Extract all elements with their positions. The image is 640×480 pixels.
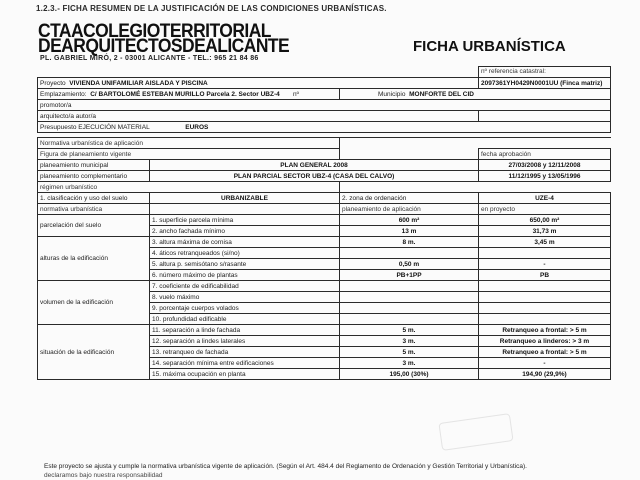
row-plan-value (340, 303, 479, 314)
regimen-label: régimen urbanístico (38, 182, 340, 193)
row-project-value: Retranqueo a linderos: > 3 m (479, 336, 611, 347)
row-project-value: Retranqueo a frontal: > 5 m (479, 325, 611, 336)
municipio-value: MONFORTE DEL CID (409, 90, 474, 98)
municipio-cell (340, 89, 611, 100)
col-proyecto: en proyecto (479, 204, 611, 215)
zona-label: 2. zona de ordenación (340, 193, 479, 204)
row-plan-value: 195,00 (30%) (340, 369, 479, 380)
row-project-value (479, 303, 611, 314)
college-logo-line2: DEARQUITECTOSDEALICANTE (38, 36, 290, 57)
row-project-value: 650,00 m² (479, 215, 611, 226)
row-project-value (479, 292, 611, 303)
municipal-label: planeamiento municipal (38, 160, 150, 171)
numero-label: nº (293, 90, 299, 98)
row-project-value: PB (479, 270, 611, 281)
row-label: 5. altura p. semisótano s/rasante (150, 259, 340, 270)
zona-value: UZE-4 (479, 193, 611, 204)
row-label: 8. vuelo máximo (150, 292, 340, 303)
row-plan-value: 3 m. (340, 358, 479, 369)
presupuesto-label: Presupuesto EJECUCIÓN MATERIAL (40, 123, 150, 131)
row-plan-value (340, 248, 479, 259)
catastral-label: nº referencia catastral: (479, 67, 611, 78)
proyecto-value: VIVIENDA UNIFAMILIAR AISLADA Y PISCINA (69, 79, 208, 87)
arquitecto-label: arquitecto/a autor/a (38, 111, 479, 122)
row-plan-value: 0,50 m (340, 259, 479, 270)
proyecto-label: Proyecto (40, 79, 66, 87)
figura-label: Figura de planeamiento vigente (38, 149, 340, 160)
row-label: 3. altura máxima de cornisa (150, 237, 340, 248)
row-project-value: 31,73 m (479, 226, 611, 237)
compliance-statement: Este proyecto se ajusta y cumple la normativa urbanística vigente de aplicación. (Según el Art. 484.4 del Reglamento de Ordenación y Gestión Territorial y Urbanística). (44, 463, 527, 470)
promotor-label: promotor/a (38, 100, 611, 111)
group-volumen: volumen de la edificación (38, 281, 150, 325)
fecha-label: fecha aprobación (479, 149, 611, 160)
responsibility-statement: declaramos bajo nuestra responsabilidad (44, 472, 163, 479)
normativa-label: normativa urbanística (38, 204, 150, 215)
proyecto-cell (38, 78, 479, 89)
presupuesto-cell (38, 122, 611, 133)
row-plan-value (340, 292, 479, 303)
municipal-date: 27/03/2008 y 12/11/2008 (479, 160, 611, 171)
row-label: 11. separación a linde fachada (150, 325, 340, 336)
row-plan-value: 3 m. (340, 336, 479, 347)
row-project-value: 194,90 (29,9%) (479, 369, 611, 380)
col-planeamiento: planeamiento de aplicación (340, 204, 479, 215)
clasificacion-label: 1. clasificación y uso del suelo (38, 193, 150, 204)
row-label: 9. porcentaje cuerpos volados (150, 303, 340, 314)
row-label: 2. ancho fachada mínimo (150, 226, 340, 237)
row-plan-value: 600 m² (340, 215, 479, 226)
row-label: 14. separación mínima entre edificaciones (150, 358, 340, 369)
clasificacion-value: URBANIZABLE (150, 193, 340, 204)
normativa-section-label: Normativa urbanística de aplicación (38, 138, 340, 149)
group-parcelacion: parcelación del suelo (38, 215, 150, 237)
row-label: 7. coeficiente de edificabilidad (150, 281, 340, 292)
municipal-value: PLAN GENERAL 2008 (150, 160, 479, 171)
row-plan-value: PB+1PP (340, 270, 479, 281)
college-address: PL. GABRIEL MIRÓ, 2 - 03001 ALICANTE - TEL.: 965 21 84 86 (40, 55, 259, 62)
row-label: 10. profundidad edificable (150, 314, 340, 325)
emplazamiento-value: C/ BARTOLOMÉ ESTEBAN MURILLO Parcela 2. Sector UBZ-4 (90, 90, 280, 98)
row-plan-value: 5 m. (340, 347, 479, 358)
complementario-date: 11/12/1995 y 13/05/1996 (479, 171, 611, 182)
row-project-value: - (479, 259, 611, 270)
group-alturas: alturas de la edificación (38, 237, 150, 281)
catastral-value: 2097361YH0429N0001UU (Finca matriz) (479, 78, 611, 89)
row-project-value (479, 281, 611, 292)
row-plan-value: 13 m (340, 226, 479, 237)
municipio-label: Municipio (378, 90, 406, 98)
row-plan-value (340, 314, 479, 325)
college-logo-line1: CTAACOLEGIOTERRITORIAL (38, 21, 271, 42)
row-label: 15. máxima ocupación en planta (150, 369, 340, 380)
emplazamiento-cell (38, 89, 340, 100)
urban-planning-form (37, 66, 611, 380)
row-project-value: - (479, 358, 611, 369)
row-label: 6. número máximo de plantas (150, 270, 340, 281)
row-project-value: 3,45 m (479, 237, 611, 248)
complementario-value: PLAN PARCIAL SECTOR UBZ-4 (CASA DEL CALVO) (150, 171, 479, 182)
document-heading: 1.2.3.- FICHA RESUMEN DE LA JUSTIFICACIÓN DE LAS CONDICIONES URBANÍSTICAS. (36, 4, 387, 13)
complementario-label: planeamiento complementario (38, 171, 150, 182)
faint-stamp (438, 413, 513, 451)
row-plan-value: 5 m. (340, 325, 479, 336)
row-project-value: Retranqueo a frontal: > 5 m (479, 347, 611, 358)
emplazamiento-label: Emplazamiento: (40, 90, 87, 98)
row-project-value (479, 248, 611, 259)
row-label: 13. retranqueo de fachada (150, 347, 340, 358)
row-label: 1. superficie parcela mínima (150, 215, 340, 226)
row-label: 12. separación a lindes laterales (150, 336, 340, 347)
row-label: 4. áticos retranqueados (si/no) (150, 248, 340, 259)
row-plan-value: 8 m. (340, 237, 479, 248)
form-title: FICHA URBANÍSTICA (413, 38, 566, 55)
group-situacion: situación de la edificación (38, 325, 150, 380)
row-plan-value (340, 281, 479, 292)
row-project-value (479, 314, 611, 325)
presupuesto-unit: EUROS (185, 123, 209, 131)
